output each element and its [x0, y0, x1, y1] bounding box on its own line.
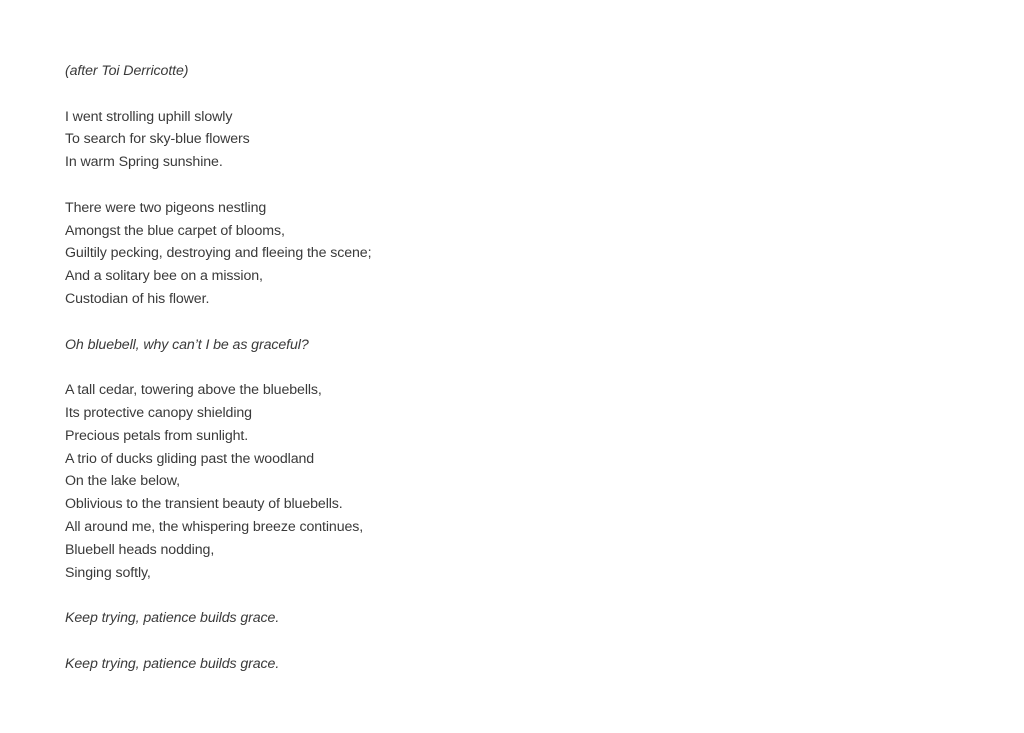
poem-line: Bluebell heads nodding, [65, 541, 215, 558]
poem-line: Amongst the blue carpet of blooms, [65, 222, 285, 239]
stanza-break [65, 584, 965, 607]
poem-page [65, 60, 965, 676]
poem-line: I went strolling uphill slowly [65, 108, 233, 125]
poem-line: Guiltily pecking, destroying and fleeing the scene; [65, 245, 372, 262]
poem-line: There were two pigeons nestling [65, 199, 267, 216]
poem-line: Singing softly, [65, 564, 151, 581]
stanza-break [65, 311, 965, 334]
poem-line: Its protective canopy shielding [65, 404, 252, 421]
stanza-2 [65, 197, 965, 311]
stanza-break [65, 83, 965, 106]
poem-line: Precious petals from sunlight. [65, 427, 249, 444]
refrain-line: Keep trying, patience builds grace. [65, 610, 280, 627]
poem-line: To search for sky-blue flowers [65, 131, 250, 148]
stanza-3 [65, 379, 965, 584]
refrain-line: Oh bluebell, why can’t I be as graceful? [65, 336, 309, 353]
poem-line: All around me, the whispering breeze continues, [65, 518, 364, 535]
poem-line: On the lake below, [65, 473, 180, 490]
stanza-break [65, 356, 965, 379]
poem-line: In warm Spring sunshine. [65, 154, 223, 171]
poem-line: Oblivious to the transient beauty of bluebells. [65, 496, 343, 513]
poem-line: A tall cedar, towering above the bluebells, [65, 382, 322, 399]
stanza-1 [65, 106, 965, 174]
poem-line: Custodian of his flower. [65, 290, 210, 307]
refrain-line: Keep trying, patience builds grace. [65, 655, 280, 672]
poem-line: A trio of ducks gliding past the woodland [65, 450, 315, 467]
stanza-break [65, 174, 965, 197]
dedication: (after Toi Derricotte) [65, 63, 189, 79]
stanza-break [65, 630, 965, 653]
poem-line: And a solitary bee on a mission, [65, 268, 263, 285]
